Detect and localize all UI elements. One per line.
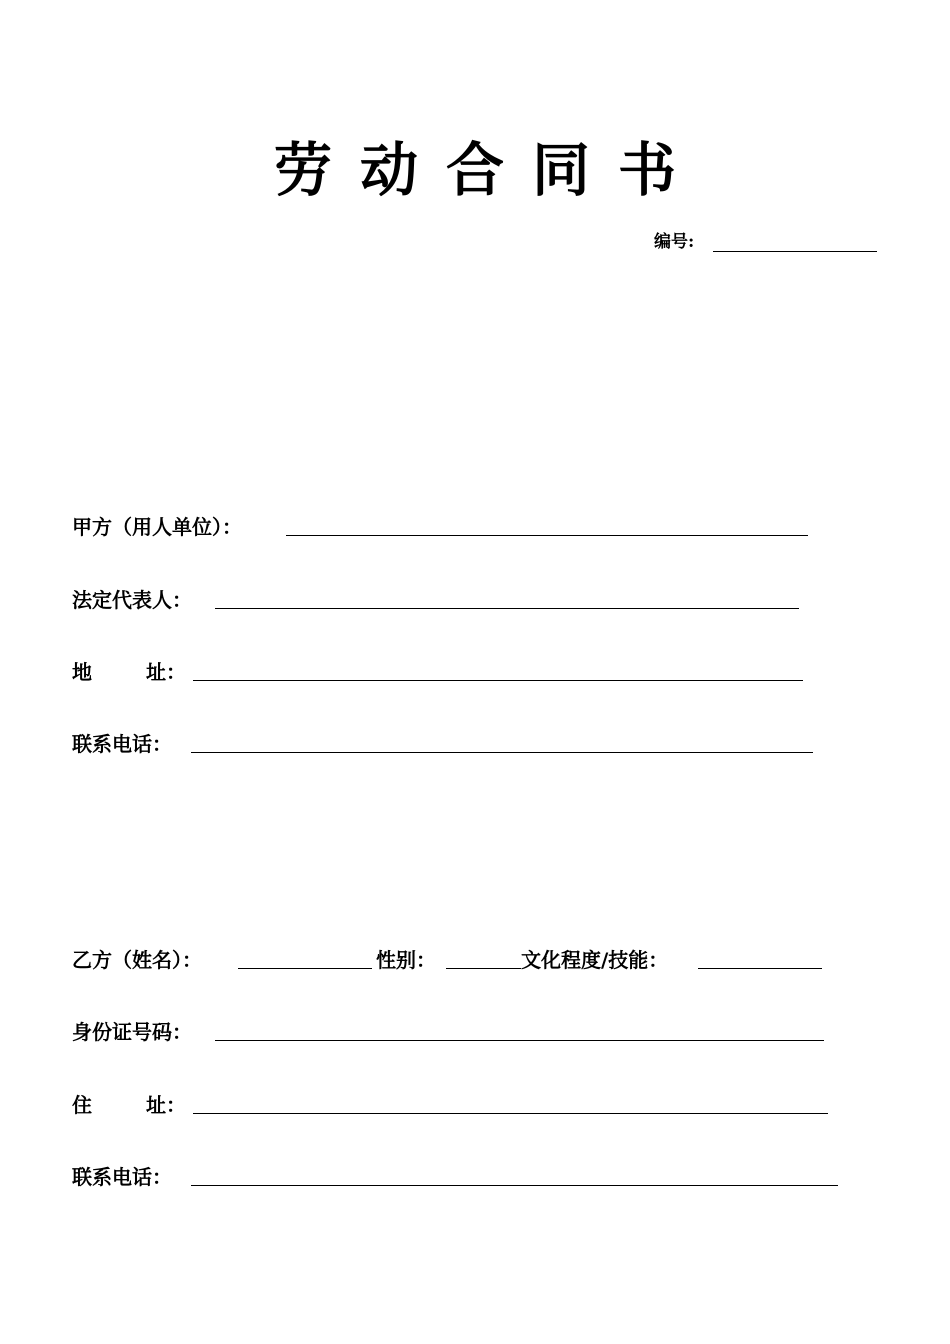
employer-phone-label: 联系电话：: [72, 732, 172, 756]
employer-label: 甲方（用人单位）：: [72, 515, 242, 539]
id-number-field[interactable]: [215, 1040, 824, 1041]
employee-address-field[interactable]: [193, 1113, 828, 1114]
employer-address-field[interactable]: [193, 680, 803, 681]
education-skill-label: 文化程度/技能：: [521, 948, 669, 972]
employee-name-field[interactable]: [238, 968, 372, 969]
employee-address-label-part2: 址：: [146, 1093, 186, 1117]
contract-number-field[interactable]: [713, 251, 877, 252]
employee-address-label-part1: 住: [72, 1093, 92, 1117]
gender-field[interactable]: [446, 968, 521, 969]
document-title: 劳动合同书: [273, 136, 704, 204]
employer-phone-field[interactable]: [191, 752, 813, 753]
legal-representative-label: 法定代表人：: [72, 588, 192, 612]
employee-phone-label: 联系电话：: [72, 1165, 172, 1189]
employer-address-label-part1: 地: [72, 660, 92, 684]
employee-name-label: 乙方（姓名）：: [72, 948, 202, 972]
employer-field[interactable]: [286, 535, 808, 536]
gender-label: 性别：: [376, 948, 436, 972]
contract-number-label: 编号:: [654, 232, 695, 252]
legal-representative-field[interactable]: [215, 608, 799, 609]
id-number-label: 身份证号码：: [72, 1020, 192, 1044]
education-skill-field[interactable]: [698, 968, 822, 969]
employer-address-label: [72, 658, 186, 686]
employee-address-label: [72, 1091, 186, 1119]
employer-address-label-part2: 址：: [146, 660, 186, 684]
employee-phone-field[interactable]: [191, 1185, 838, 1186]
